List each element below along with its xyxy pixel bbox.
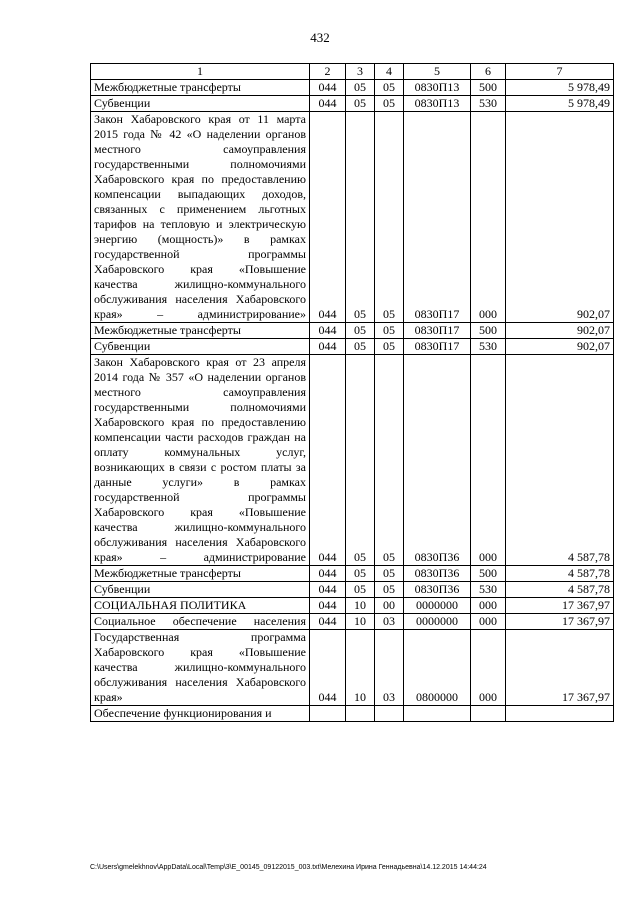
section-code: 10 xyxy=(346,614,375,630)
column-header: 3 xyxy=(346,64,375,80)
expense-type-code: 500 xyxy=(471,323,506,339)
expense-type-code: 000 xyxy=(471,598,506,614)
ministry-code: 044 xyxy=(310,96,346,112)
section-code: 05 xyxy=(346,80,375,96)
row-name: Закон Хабаровского края от 23 апреля 2014 года № 357 «О наделении органов местного самоуправления государственными полномочиями Хабаровского края по предоставлению компенсации части расходов граждан на оплату коммунальных услуг, возникающих в связи с ростом платы за данные услуги» в рамках государственной программы Хабаровского края «Повышение качества жилищно-коммунального обслуживания населения Хабаровского края» – администрирование xyxy=(91,355,310,566)
target-article-code: 0830П13 xyxy=(404,96,471,112)
ministry-code: 044 xyxy=(310,566,346,582)
amount: 902,07 xyxy=(506,112,614,323)
column-header: 4 xyxy=(375,64,404,80)
subsection-code: 05 xyxy=(375,112,404,323)
table-row xyxy=(91,112,614,323)
ministry-code: 044 xyxy=(310,630,346,706)
column-header: 2 xyxy=(310,64,346,80)
section-code xyxy=(346,706,375,722)
subsection-code: 05 xyxy=(375,582,404,598)
expense-type-code: 000 xyxy=(471,355,506,566)
target-article-code: 0000000 xyxy=(404,598,471,614)
amount: 902,07 xyxy=(506,339,614,355)
section-code: 05 xyxy=(346,566,375,582)
section-code: 05 xyxy=(346,582,375,598)
ministry-code: 044 xyxy=(310,112,346,323)
subsection-code: 03 xyxy=(375,630,404,706)
table-row xyxy=(91,323,614,339)
table-row xyxy=(91,96,614,112)
table-row xyxy=(91,582,614,598)
subsection-code: 05 xyxy=(375,80,404,96)
row-name: Субвенции xyxy=(91,96,310,112)
table-row xyxy=(91,630,614,706)
subsection-code: 03 xyxy=(375,614,404,630)
page-number: 432 xyxy=(310,30,330,45)
amount xyxy=(506,706,614,722)
ministry-code xyxy=(310,706,346,722)
amount: 4 587,78 xyxy=(506,355,614,566)
expense-type-code: 000 xyxy=(471,614,506,630)
section-code: 10 xyxy=(346,598,375,614)
ministry-code: 044 xyxy=(310,339,346,355)
column-header: 1 xyxy=(91,64,310,80)
expense-type-code: 530 xyxy=(471,96,506,112)
amount: 17 367,97 xyxy=(506,614,614,630)
budget-table xyxy=(90,63,614,722)
expense-type-code xyxy=(471,706,506,722)
expense-type-code: 000 xyxy=(471,112,506,323)
amount: 4 587,78 xyxy=(506,582,614,598)
table-row xyxy=(91,598,614,614)
table-row xyxy=(91,339,614,355)
target-article-code xyxy=(404,706,471,722)
target-article-code: 0830П13 xyxy=(404,80,471,96)
subsection-code: 05 xyxy=(375,323,404,339)
row-name: Государственная программа Хабаровского края «Повышение качества жилищно-коммунального обслуживания населения Хабаровского края» xyxy=(91,630,310,706)
table-row xyxy=(91,566,614,582)
target-article-code: 0830П17 xyxy=(404,112,471,323)
subsection-code: 00 xyxy=(375,598,404,614)
expense-type-code: 530 xyxy=(471,582,506,598)
subsection-code: 05 xyxy=(375,355,404,566)
column-header: 6 xyxy=(471,64,506,80)
row-name: Межбюджетные трансферты xyxy=(91,80,310,96)
target-article-code: 0830П36 xyxy=(404,566,471,582)
ministry-code: 044 xyxy=(310,355,346,566)
target-article-code: 0830П17 xyxy=(404,323,471,339)
target-article-code: 0830П17 xyxy=(404,339,471,355)
subsection-code: 05 xyxy=(375,339,404,355)
section-code: 05 xyxy=(346,323,375,339)
amount: 902,07 xyxy=(506,323,614,339)
expense-type-code: 500 xyxy=(471,80,506,96)
row-name: Социальное обеспечение населения xyxy=(91,614,310,630)
expense-type-code: 530 xyxy=(471,339,506,355)
section-code: 05 xyxy=(346,355,375,566)
target-article-code: 0800000 xyxy=(404,630,471,706)
section-code: 05 xyxy=(346,112,375,323)
column-header: 5 xyxy=(404,64,471,80)
subsection-code: 05 xyxy=(375,96,404,112)
column-header: 7 xyxy=(506,64,614,80)
row-name: Межбюджетные трансферты xyxy=(91,323,310,339)
table-row xyxy=(91,80,614,96)
section-code: 05 xyxy=(346,96,375,112)
row-name: Субвенции xyxy=(91,339,310,355)
row-name: Межбюджетные трансферты xyxy=(91,566,310,582)
section-code: 05 xyxy=(346,339,375,355)
row-name: Закон Хабаровского края от 11 марта 2015 года № 42 «О наделении органов местного самоуправления государственными полномочиями Хабаровского края по предоставлению компенсации выпадающих доходов, связанных с применением льготных тарифов на тепловую и электрическую энергию (мощность)» в рамках государственной программы Хабаровского края «Повышение качества жилищно-коммунального обслуживания населения Хабаровского края» – администрирование» xyxy=(91,112,310,323)
ministry-code: 044 xyxy=(310,80,346,96)
table-row xyxy=(91,614,614,630)
target-article-code: 0830П36 xyxy=(404,355,471,566)
column-numbers-row xyxy=(91,64,614,80)
amount: 4 587,78 xyxy=(506,566,614,582)
amount: 5 978,49 xyxy=(506,80,614,96)
amount: 5 978,49 xyxy=(506,96,614,112)
row-name: Субвенции xyxy=(91,582,310,598)
row-name: СОЦИАЛЬНАЯ ПОЛИТИКА xyxy=(91,598,310,614)
section-code: 10 xyxy=(346,630,375,706)
ministry-code: 044 xyxy=(310,598,346,614)
ministry-code: 044 xyxy=(310,614,346,630)
ministry-code: 044 xyxy=(310,582,346,598)
expense-type-code: 000 xyxy=(471,630,506,706)
table-row xyxy=(91,355,614,566)
amount: 17 367,97 xyxy=(506,630,614,706)
table-row xyxy=(91,706,614,722)
row-name: Обеспечение функционирования и xyxy=(91,706,310,722)
subsection-code xyxy=(375,706,404,722)
file-path-footer: C:\Users\gmelekhnov\AppData\Local\Temp\3\E_00145_09122015_003.txt\Мелехина Ирина Геннадьевна\14.12.2015 14:44:24 xyxy=(90,864,487,871)
expense-type-code: 500 xyxy=(471,566,506,582)
target-article-code: 0830П36 xyxy=(404,582,471,598)
target-article-code: 0000000 xyxy=(404,614,471,630)
ministry-code: 044 xyxy=(310,323,346,339)
subsection-code: 05 xyxy=(375,566,404,582)
amount: 17 367,97 xyxy=(506,598,614,614)
